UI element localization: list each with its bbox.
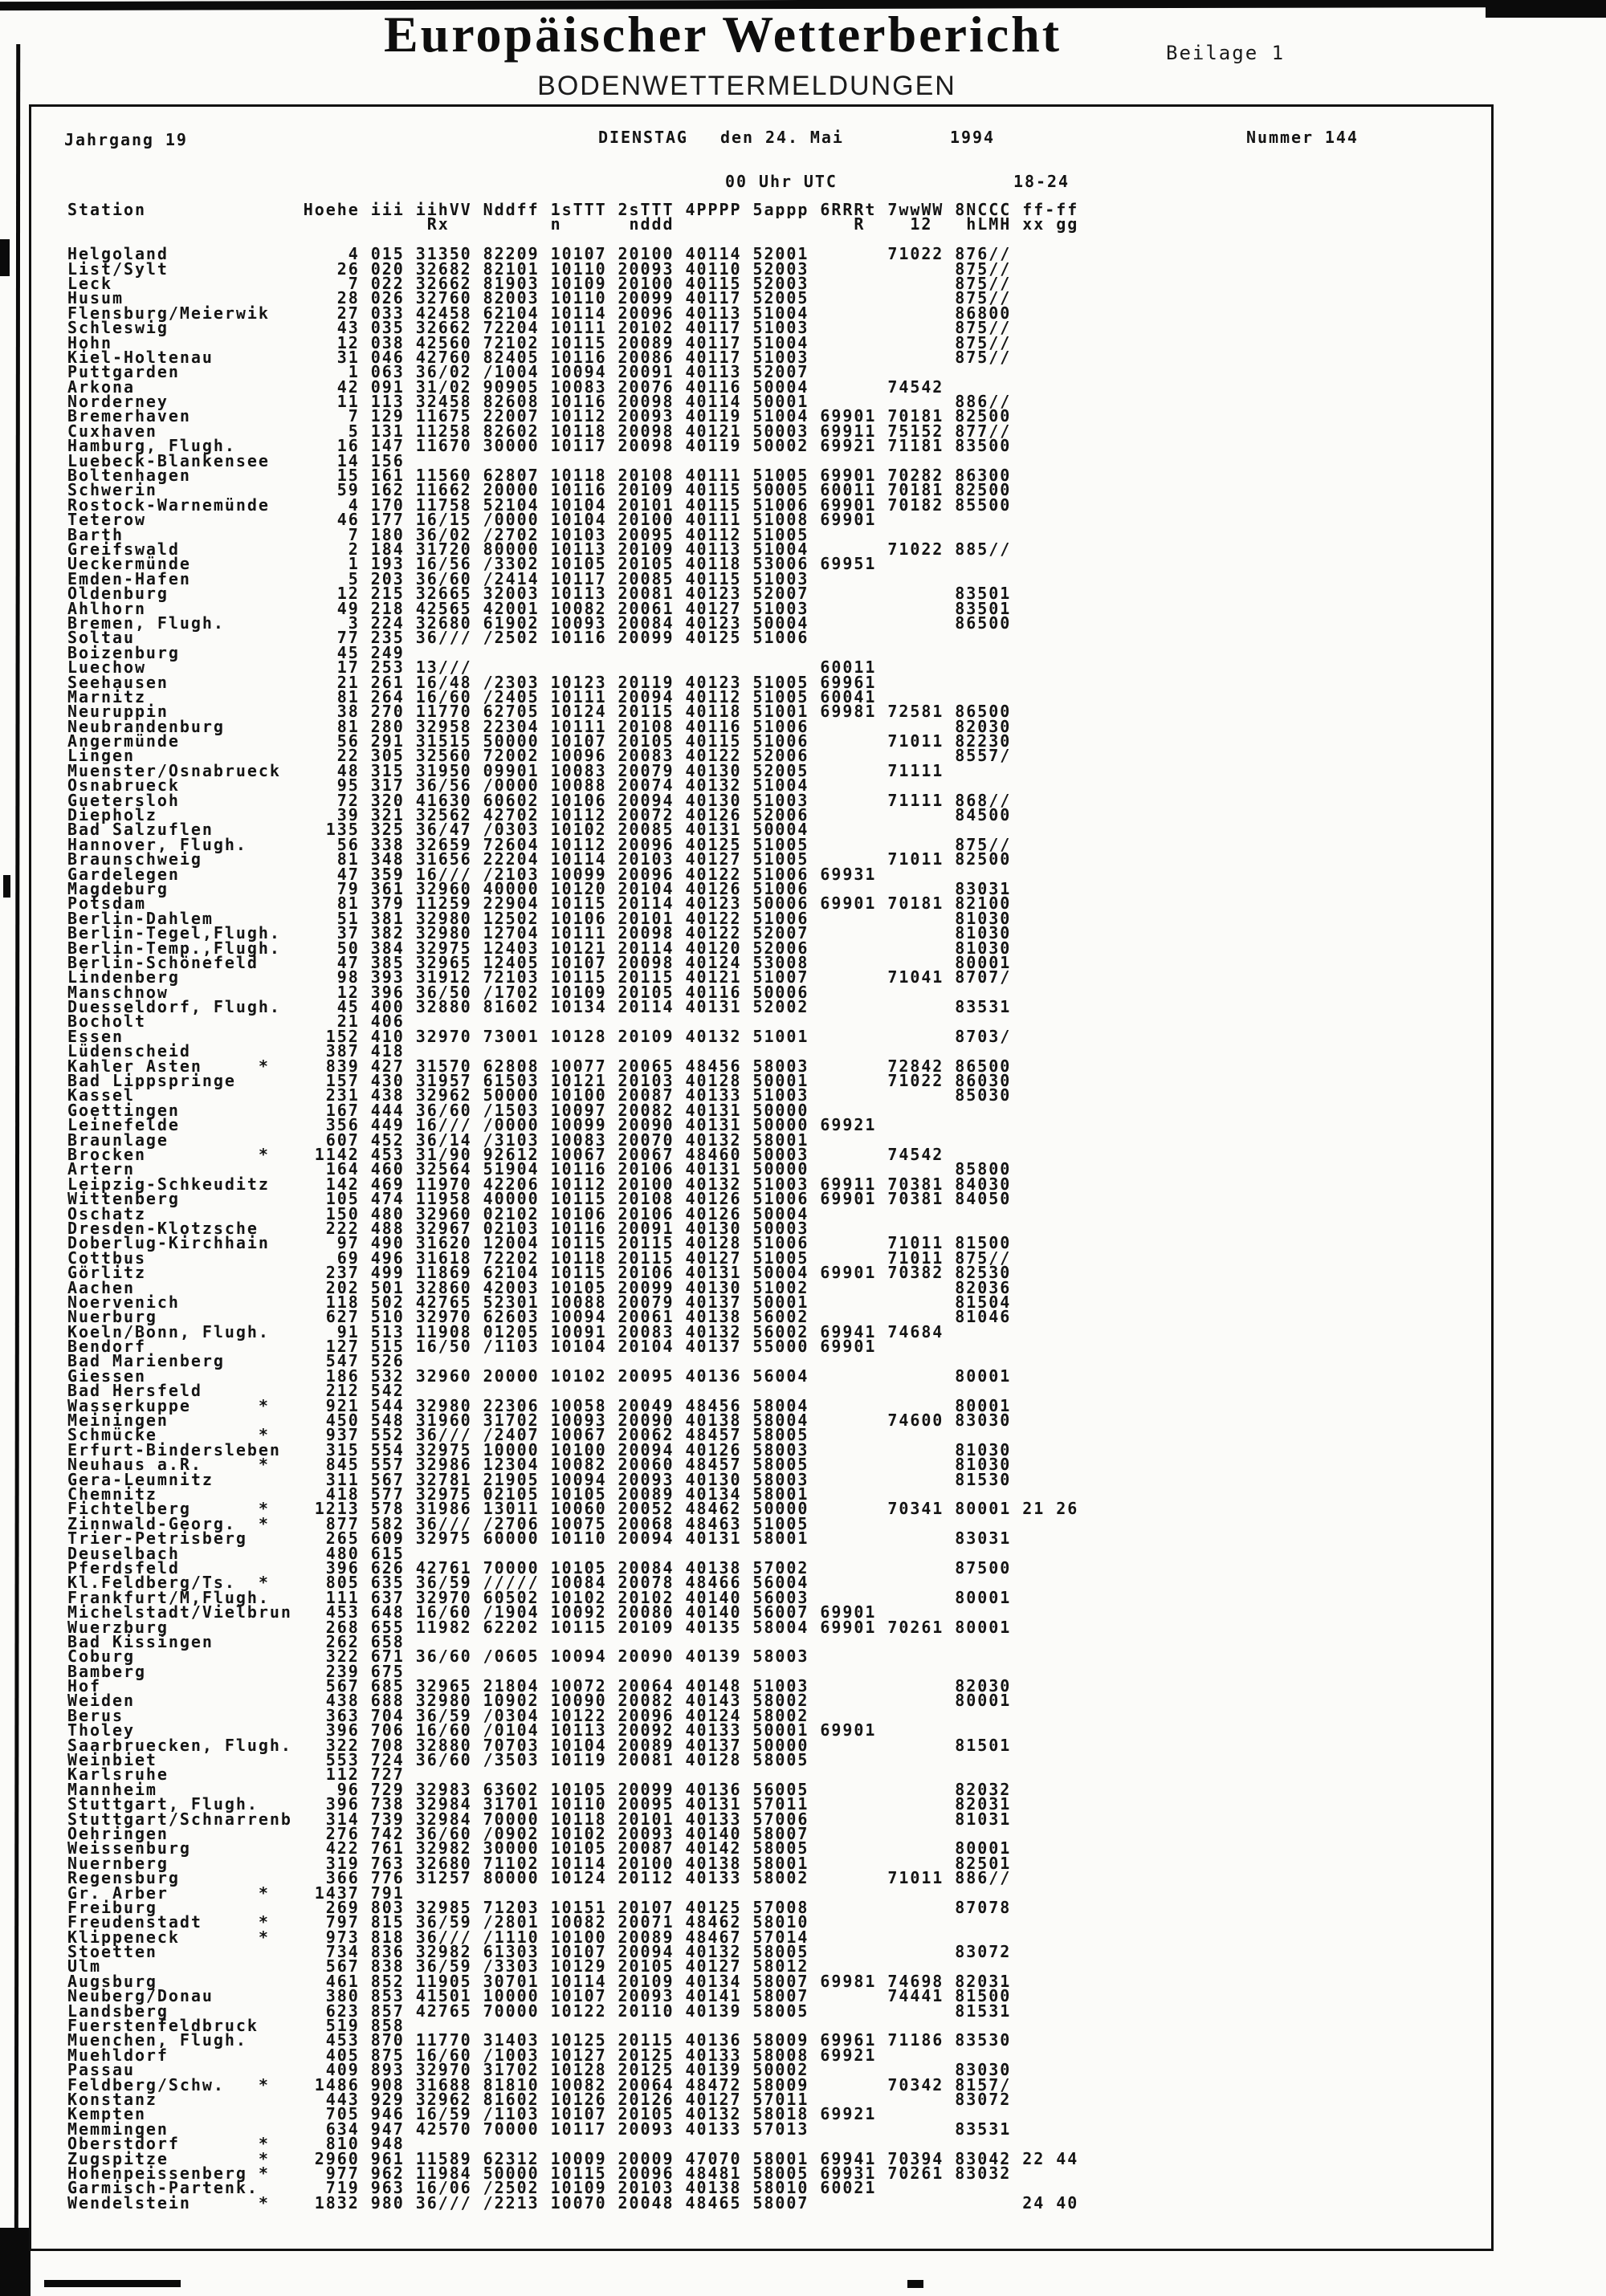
table-row: Wuerzburg 268 655 11982 62202 10115 20109 40135 58004 69901 70261 80001 bbox=[67, 1617, 1012, 1637]
table-row: Passau 409 893 32970 31702 10128 20125 40139 50002 83030 bbox=[67, 2060, 1012, 2080]
table-row: Magdeburg 79 361 32960 40000 10120 20104 40126 51006 83031 bbox=[67, 878, 1012, 898]
table-row: Karlsruhe 112 727 bbox=[67, 1765, 405, 1785]
table-row: Bremen, Flugh. 3 224 32680 61902 10093 20084 40123 50004 86500 bbox=[67, 613, 1012, 633]
table-row: Bad Lippspringe 157 430 31957 61503 10121 20103 40128 50001 71022 86030 bbox=[67, 1071, 1012, 1091]
table-row: Diepholz 39 321 32562 42702 10112 20072 40126 52006 84500 bbox=[67, 805, 1012, 825]
table-row: Bocholt 21 406 bbox=[67, 1012, 405, 1032]
table-row: Fuerstenfeldbruck 519 858 bbox=[67, 2016, 405, 2036]
table-row: Arkona 42 091 31/02 90905 10083 20076 40116 50004 74542 bbox=[67, 377, 944, 397]
table-row: Artern 164 460 32564 51904 10116 20106 40131 50000 85800 bbox=[67, 1159, 1012, 1179]
table-row: Oldenburg 12 215 32665 32003 10113 20081 40123 52007 83501 bbox=[67, 584, 1012, 604]
table-row: Kiel-Holtenau 31 046 42760 82405 10116 20086 40117 51003 875// bbox=[67, 347, 1012, 367]
scan-artifact-left-blob-2 bbox=[3, 875, 10, 898]
table-row: Cottbus 69 496 31618 72202 10118 20115 40127 51005 71011 875// bbox=[67, 1248, 1012, 1268]
table-row: Teterow 46 177 16/15 /0000 10104 20100 40111 51008 69901 bbox=[67, 510, 877, 530]
table-row: Zinnwald-Georg. * 877 582 36/// /2706 10075 20068 48463 51005 bbox=[67, 1513, 809, 1533]
table-row: Noervenich 118 502 42765 52301 10088 20079 40137 50001 81504 bbox=[67, 1292, 1012, 1312]
table-row: Erfurt-Bindersleben 315 554 32975 10000 10100 20094 40126 58003 81030 bbox=[67, 1439, 1012, 1459]
table-row: Weinbiet 553 724 36/60 /3503 10119 20081 40128 58005 bbox=[67, 1750, 809, 1770]
table-row: Neubrandenburg 81 280 32958 22304 10111 20108 40116 51006 82030 bbox=[67, 716, 1012, 736]
scan-artifact-top-right bbox=[1486, 0, 1606, 18]
table-row: Goettingen 167 444 36/60 /1503 10097 20082 40131 50000 bbox=[67, 1100, 809, 1120]
page-subtitle: BODENWETTERMELDUNGEN bbox=[537, 71, 956, 101]
table-row: Bendorf 127 515 16/50 /1103 10104 20104 40137 55000 69901 bbox=[67, 1337, 877, 1357]
table-row: Muenchen, Flugh. 453 870 11770 31403 10125 20115 40136 58009 69961 71186 83530 bbox=[67, 2030, 1012, 2050]
column-header-line-1: Station Hoehe iii iihVV Nddff 1sTTT 2sTTT 4PPPP 5appp 6RRRt 7wwWW 8NCCC ff-ff bbox=[67, 200, 1079, 219]
table-row: Neuhaus a.R. * 845 557 32986 12304 10082 20060 48457 58005 81030 bbox=[67, 1455, 1012, 1475]
table-row: Memmingen 634 947 42570 70000 10117 20093 40133 57013 83531 bbox=[67, 2119, 1012, 2139]
volume-label: Jahrgang 19 bbox=[64, 130, 188, 149]
table-row: Boizenburg 45 249 bbox=[67, 642, 405, 662]
table-row: Garmisch-Partenk. 719 963 16/06 /2502 10109 20103 40138 58010 60021 bbox=[67, 2178, 877, 2198]
table-row: Chemnitz 418 577 32975 02105 10105 20089 40134 58001 bbox=[67, 1484, 809, 1504]
table-row: Zugspitze * 2960 961 11589 62312 10009 20009 47070 58001 69941 70394 83042 22 44 bbox=[67, 2148, 1079, 2168]
table-row: Essen 152 410 32970 73001 10128 20109 40132 51001 8703/ bbox=[67, 1026, 1012, 1046]
table-row: Wittenberg 105 474 11958 40000 10115 20108 40126 51006 69901 70381 84050 bbox=[67, 1189, 1012, 1209]
table-row: Schleswig 43 035 32662 72204 10111 20102 40117 51003 875// bbox=[67, 318, 1012, 338]
table-row: Bad Salzuflen 135 325 36/47 /0303 10102 20085 40131 50004 bbox=[67, 820, 809, 840]
table-row: Dresden-Klotzsche 222 488 32967 02103 10116 20091 40130 50003 bbox=[67, 1218, 809, 1238]
table-row: List/Sylt 26 020 32682 82101 10110 20093 40110 52003 875// bbox=[67, 259, 1012, 279]
table-row: Stuttgart/Schnarrenb 314 739 32984 70000 10118 20101 40133 57006 81031 bbox=[67, 1809, 1012, 1829]
table-row: Potsdam 81 379 11259 22904 10115 20114 40123 50006 69901 70181 82100 bbox=[67, 894, 1012, 914]
table-row: Görlitz 237 499 11869 62104 10115 20106 40131 50004 69901 70382 82530 bbox=[67, 1263, 1012, 1283]
table-row: Seehausen 21 261 16/48 /2303 10123 20119 40123 51005 69961 bbox=[67, 672, 877, 692]
table-row: Landsberg 623 857 42765 70000 10122 20110 40139 58005 81531 bbox=[67, 2001, 1012, 2021]
table-row: Neuberg/Donau 380 853 41501 10000 10107 20093 40141 58007 74441 81500 bbox=[67, 1986, 1012, 2006]
table-row: Luechow 17 253 13/// 60011 bbox=[67, 657, 877, 678]
table-row: Aachen 202 501 32860 42003 10105 20099 40130 51002 82036 bbox=[67, 1277, 1012, 1297]
table-row: Berlin-Temp.,Flugh. 50 384 32975 12403 10121 20114 40120 52006 81030 bbox=[67, 938, 1012, 958]
table-row: Saarbruecken, Flugh. 322 708 32880 70703 10104 20089 40137 50000 81501 bbox=[67, 1735, 1012, 1755]
table-row: Kassel 231 438 32962 50000 10100 20087 40133 51003 85030 bbox=[67, 1085, 1012, 1105]
table-row: Coburg 322 671 36/60 /0605 10094 20090 40139 58003 bbox=[67, 1647, 809, 1667]
table-row: Leck 7 022 32662 81903 10109 20100 40115 52003 875// bbox=[67, 273, 1012, 293]
table-row: Oehringen 276 742 36/60 /0902 10102 20093 40140 58007 bbox=[67, 1823, 809, 1843]
table-row: Bad Marienberg 547 526 bbox=[67, 1351, 405, 1371]
annex-label: Beilage 1 bbox=[1166, 42, 1286, 64]
table-row: Hof 567 685 32965 21804 10072 20064 40148 51003 82030 bbox=[67, 1676, 1012, 1696]
table-row: Berlin-Tegel,Flugh. 37 382 32980 12704 10111 20098 40122 52007 81030 bbox=[67, 923, 1012, 943]
year-label: 1994 bbox=[950, 128, 995, 147]
table-row: Weissenburg 422 761 32982 30000 10105 20087 40142 58005 80001 bbox=[67, 1838, 1012, 1858]
table-row: Nuernberg 319 763 32680 71102 10114 20100 40138 58001 82501 bbox=[67, 1853, 1012, 1873]
table-row: Bad Hersfeld 212 542 bbox=[67, 1381, 405, 1401]
table-row: Hohn 12 038 42560 72102 10115 20089 40117 51004 875// bbox=[67, 332, 1012, 352]
table-row: Leipzig-Schkeuditz 142 469 11970 42206 10112 20100 40132 51003 69911 70381 84030 bbox=[67, 1174, 1012, 1194]
table-row: Greifswald 2 184 31720 80000 10113 20109 40113 51004 71022 885// bbox=[67, 539, 1012, 559]
scan-artifact-bottom-smear bbox=[44, 2280, 181, 2287]
table-row: Deuselbach 480 615 bbox=[67, 1543, 405, 1563]
date-label: den 24. Mai bbox=[720, 128, 844, 147]
table-row: Emden-Hafen 5 203 36/60 /2414 10117 20085 40115 51003 bbox=[67, 568, 809, 588]
table-row: Helgoland 4 015 31350 82209 10107 20100 40114 52001 71022 876// bbox=[67, 244, 1012, 264]
table-row: Kl.Feldberg/Ts. * 805 635 36/59 ///// 10084 20078 48466 56004 bbox=[67, 1573, 809, 1593]
table-row: Konstanz 443 929 32962 81602 10126 20126 40127 57011 83072 bbox=[67, 2090, 1012, 2109]
station-data-table bbox=[67, 200, 1079, 2213]
table-row: Berus 363 704 36/59 /0304 10122 20096 40124 58002 bbox=[67, 1705, 809, 1725]
table-row: Manschnow 12 396 36/50 /1702 10109 20105 40116 50006 bbox=[67, 982, 809, 1002]
table-row: Hohenpeissenberg * 977 962 11984 50000 10115 20096 48481 58005 69931 70261 83032 bbox=[67, 2163, 1012, 2183]
scan-artifact-bottom-dot bbox=[907, 2280, 923, 2288]
table-row: Braunschweig 81 348 31656 22204 10114 20103 40127 51005 71011 82500 bbox=[67, 849, 1012, 869]
table-row: Rostock-Warnemünde 4 170 11758 52104 10104 20101 40115 51006 69901 70182 85500 bbox=[67, 495, 1012, 515]
table-row: Weiden 438 688 32980 10902 10090 20082 40143 58002 80001 bbox=[67, 1691, 1012, 1711]
column-header-line-2: Rx n nddd R 12 hLMH xx gg bbox=[67, 214, 1079, 234]
table-row: Muehldorf 405 875 16/60 /1003 10127 20125 40133 58008 69921 bbox=[67, 2045, 877, 2065]
table-row: Kempten 705 946 16/59 /1103 10107 20105 40132 58018 69921 bbox=[67, 2104, 877, 2124]
table-row: Barth 7 180 36/02 /2702 10103 20095 40112 51005 bbox=[67, 524, 809, 544]
table-row: Hamburg, Flugh. 16 147 11670 30000 10117 20098 40119 50002 69921 71181 83500 bbox=[67, 436, 1012, 456]
time-range: 18-24 bbox=[1013, 172, 1070, 191]
table-row: Gr. Arber * 1437 791 bbox=[67, 1883, 405, 1903]
table-row: Brocken * 1142 453 31/90 92612 10067 20067 48460 50003 74542 bbox=[67, 1145, 944, 1164]
table-row: Michelstadt/Vielbrun 453 648 16/60 /1904 10092 20080 40140 56007 69901 bbox=[67, 1602, 877, 1622]
table-row: Lindenberg 98 393 31912 72103 10115 20115 40121 51007 71041 8707/ bbox=[67, 967, 1012, 987]
table-row: Schmücke * 937 552 36/// /2407 10067 20062 48457 58005 bbox=[67, 1425, 809, 1445]
table-row: Husum 28 026 32760 82003 10110 20099 40117 52005 875// bbox=[67, 288, 1012, 308]
table-row: Marnitz 81 264 16/60 /2405 10111 20094 40112 51005 60041 bbox=[67, 686, 877, 706]
table-row: Lüdenscheid 387 418 bbox=[67, 1041, 405, 1061]
table-row: Gardelegen 47 359 16/// /2103 10099 20096 40122 51006 69931 bbox=[67, 864, 877, 884]
table-row: Freiburg 269 803 32985 71203 10151 20107 40125 57008 87078 bbox=[67, 1897, 1012, 1917]
table-row: Bremerhaven 7 129 11675 22007 10112 20093 40119 51004 69901 70181 82500 bbox=[67, 406, 1012, 426]
table-row: Regensburg 366 776 31257 80000 10124 20112 40133 58002 71011 886// bbox=[67, 1868, 1012, 1888]
issue-number: Nummer 144 bbox=[1246, 128, 1359, 147]
table-row: Stoetten 734 836 32982 61303 10107 20094 40132 58005 83072 bbox=[67, 1942, 1012, 1962]
table-row: Tholey 396 706 16/60 /0104 10113 20092 40133 50001 69901 bbox=[67, 1720, 877, 1740]
table-row: Ueckermünde 1 193 16/56 /3302 10105 20105 40118 53006 69951 bbox=[67, 554, 877, 574]
table-row: Osnabrueck 95 317 36/56 /0000 10088 20074 40132 51004 bbox=[67, 776, 809, 796]
table-row: Augsburg 461 852 11905 30701 10114 20109 40134 58007 69981 74698 82031 bbox=[67, 1971, 1012, 1991]
table-row: Stuttgart, Flugh. 396 738 32984 31701 10110 20095 40131 57011 82031 bbox=[67, 1794, 1012, 1814]
table-row: Berlin-Dahlem 51 381 32980 12502 10106 20101 40122 51006 81030 bbox=[67, 908, 1012, 928]
table-row: Angermünde 56 291 31515 50000 10107 20105 40115 51006 71011 82230 bbox=[67, 731, 1012, 751]
table-row: Doberlug-Kirchhain 97 490 31620 12004 10115 20115 40128 51006 71011 81500 bbox=[67, 1233, 1012, 1253]
table-row: Flensburg/Meierwik 27 033 42458 62104 10114 20096 40113 51004 86800 bbox=[67, 303, 1012, 323]
table-row: Meiningen 450 548 31960 31702 10093 20090 40138 58004 74600 83030 bbox=[67, 1411, 1012, 1431]
table-row: Bad Kissingen 262 658 bbox=[67, 1631, 405, 1651]
scan-artifact-left-blob-1 bbox=[0, 239, 10, 276]
table-row: Guetersloh 72 320 41630 60602 10106 20094 40130 51003 71111 868// bbox=[67, 790, 1012, 810]
table-row: Braunlage 607 452 36/14 /3103 10083 20070 40132 58001 bbox=[67, 1130, 809, 1150]
table-row: Norderney 11 113 32458 82608 10116 20098 40114 50001 886// bbox=[67, 392, 1012, 412]
table-row: Neuruppin 38 270 11770 62705 10124 20115 40118 51001 69981 72581 86500 bbox=[67, 702, 1012, 722]
table-row: Wasserkuppe * 921 544 32980 22306 10058 20049 48456 58004 80001 bbox=[67, 1395, 1012, 1415]
observation-time: 00 Uhr UTC bbox=[725, 172, 838, 191]
scan-artifact-left-line bbox=[14, 44, 20, 2296]
table-row: Feldberg/Schw. * 1486 908 31688 81810 10082 20064 48472 58009 70342 8157/ bbox=[67, 2074, 1012, 2094]
table-row: Giessen 186 532 32960 20000 10102 20095 40136 56004 80001 bbox=[67, 1366, 1012, 1386]
table-row: Pferdsfeld 396 626 42761 70000 10105 20084 40138 57002 87500 bbox=[67, 1557, 1012, 1577]
table-row: Kahler Asten * 839 427 31570 62808 10077 20065 48456 58003 72842 86500 bbox=[67, 1056, 1012, 1076]
table-row: Frankfurt/M,Flugh. 111 637 32970 60502 10102 20102 40140 56003 80001 bbox=[67, 1587, 1012, 1607]
table-row: Mannheim 96 729 32983 63602 10105 20099 40136 56005 82032 bbox=[67, 1779, 1012, 1799]
table-row: Gera-Leumnitz 311 567 32781 21905 10094 20093 40130 58003 81530 bbox=[67, 1469, 1012, 1489]
table-row: Trier-Petrisberg 265 609 32975 60000 10110 20094 40131 58001 83031 bbox=[67, 1529, 1012, 1549]
table-row: Fichtelberg * 1213 578 31986 13011 10060 20052 48462 50000 70341 80001 21 26 bbox=[67, 1499, 1079, 1519]
table-row: Lingen 22 305 32560 72002 10096 20083 40122 52006 8557/ bbox=[67, 746, 1012, 766]
table-row: Berlin-Schönefeld 47 385 32965 12405 10107 20098 40124 53008 80001 bbox=[67, 952, 1012, 972]
table-row: Bamberg 239 675 bbox=[67, 1661, 405, 1681]
table-row: Duesseldorf, Flugh. 45 400 32880 81602 10134 20114 40131 52002 83531 bbox=[67, 997, 1012, 1017]
table-row: Oschatz 150 480 32960 02102 10106 20106 40126 50004 bbox=[67, 1203, 809, 1223]
table-row: Leinefelde 356 449 16/// /0000 10099 20090 40131 50000 69921 bbox=[67, 1115, 877, 1135]
weekday-label: DIENSTAG bbox=[598, 128, 688, 147]
table-row: Cuxhaven 5 131 11258 82602 10118 20098 40121 50003 69911 75152 877// bbox=[67, 421, 1012, 441]
table-row: Klippeneck * 973 818 36/// /1110 10100 20089 48467 57014 bbox=[67, 1927, 809, 1947]
table-row: Boltenhagen 15 161 11560 62807 10118 20108 40111 51005 69901 70282 86300 bbox=[67, 466, 1012, 486]
table-row: Soltau 77 235 36/// /2502 10116 20099 40125 51006 bbox=[67, 628, 809, 648]
table-row: Puttgarden 1 063 36/02 /1004 10094 20091 40113 52007 bbox=[67, 362, 809, 382]
table-row: Koeln/Bonn, Flugh. 91 513 11908 01205 10091 20083 40132 56002 69941 74684 bbox=[67, 1321, 944, 1341]
table-row: Luebeck-Blankensee 14 156 bbox=[67, 450, 405, 470]
table-row: Muenster/Osnabrueck 48 315 31950 09901 10083 20079 40130 52005 71111 bbox=[67, 760, 944, 780]
table-row: Hannover, Flugh. 56 338 32659 72604 10112 20096 40125 51005 875// bbox=[67, 834, 1012, 854]
table-row: Freudenstadt * 797 815 36/59 /2801 10082 20071 48462 58010 bbox=[67, 1912, 809, 1932]
page-title: Europäischer Wetterbericht bbox=[383, 6, 1062, 63]
table-row: Oberstdorf * 810 948 bbox=[67, 2134, 405, 2154]
table-row: Wendelstein * 1832 980 36/// /2213 10070 20048 48465 58007 24 40 bbox=[67, 2192, 1079, 2213]
table-row: Schwerin 59 162 11662 20000 10116 20109 40115 50005 60011 70181 82500 bbox=[67, 480, 1012, 500]
table-row: Nuerburg 627 510 32970 62603 10094 20061 40138 56002 81046 bbox=[67, 1307, 1012, 1327]
table-row: Ulm 567 838 36/59 /3303 10129 20105 40127 58012 bbox=[67, 1956, 809, 1976]
table-row: Ahlhorn 49 218 42565 42001 10082 20061 40127 51003 83501 bbox=[67, 598, 1012, 618]
scan-artifact-bottom-left bbox=[0, 2228, 31, 2296]
